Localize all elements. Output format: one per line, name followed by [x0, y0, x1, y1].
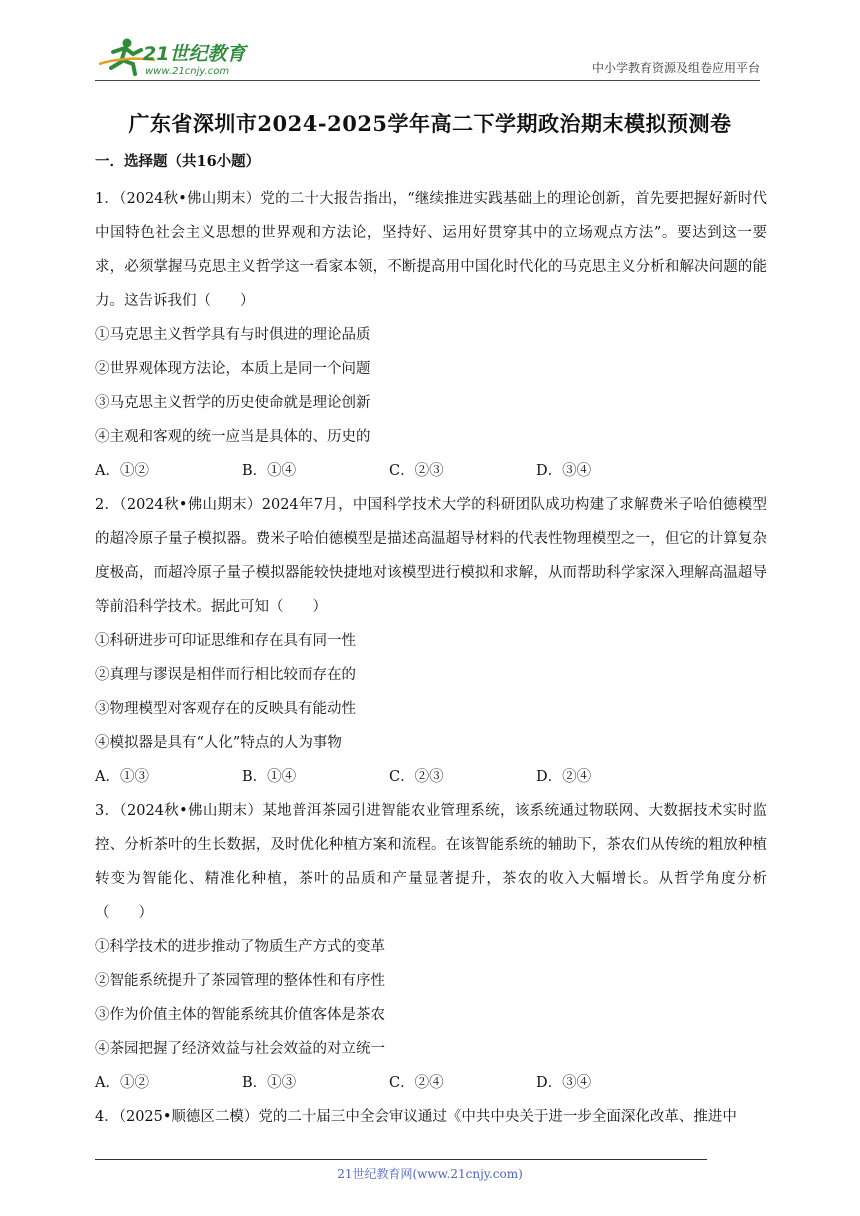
- section-heading: 一．选择题（共16小题）: [95, 153, 261, 170]
- statement-3: ③马克思主义哲学的历史使命就是理论创新: [95, 395, 371, 411]
- statement-2: ②世界观体现方法论，本质上是同一个问题: [95, 361, 371, 377]
- answer-choices: [95, 1066, 767, 1100]
- statement-3: ③物理模型对客观存在的反映具有能动性: [95, 701, 356, 717]
- choice-b: B．①④: [242, 769, 297, 785]
- statement-4: ④模拟器是具有“人化”特点的人为事物: [95, 735, 342, 751]
- choice-b: B．①③: [242, 1075, 297, 1091]
- choice-d: D．③④: [536, 1075, 592, 1091]
- svg-text:21世纪教育: 21世纪教育: [143, 43, 246, 65]
- statement-1: ①科研进步可印证思维和存在具有同一性: [95, 633, 356, 649]
- statement-3: ③作为价值主体的智能系统其价值客体是茶农: [95, 1007, 385, 1023]
- choice-a: A．①②: [95, 463, 149, 479]
- statement-4: ④主观和客观的统一应当是具体的、历史的: [95, 429, 371, 445]
- 21cnjy-logo: [95, 34, 265, 78]
- choice-d: D．②④: [536, 769, 592, 785]
- choice-b: B．①④: [242, 463, 297, 479]
- choice-a: A．①②: [95, 1075, 149, 1091]
- header-divider: [95, 80, 760, 81]
- statement-2: ②真理与谬误是相伴而行相比较而存在的: [95, 667, 356, 683]
- choice-c: C．②④: [389, 1075, 444, 1091]
- answer-choices: [95, 454, 767, 488]
- question-list: [95, 182, 767, 1134]
- statement-4: ④茶园把握了经济效益与社会效益的对立统一: [95, 1041, 385, 1057]
- question-stem: 1．（2024秋•佛山期末）党的二十大报告指出，“继续推进实践基础上的理论创新，首先要把握好新时代中国特色社会主义思想的世界观和方法论，坚持好、运用好贯穿其中的立场观点方法”。要达到这一要求，必须掌握马克思主义哲学这一看家本领，不断提高用中国化时代化的马克思主义分析和解决问题的能力。这告诉我们（ ）: [95, 191, 767, 309]
- choice-a: A．①③: [95, 769, 149, 785]
- question-3: [95, 794, 767, 1100]
- choice-d: D．③④: [536, 463, 592, 479]
- statement-1: ①马克思主义哲学具有与时俱进的理论品质: [95, 327, 371, 343]
- page-title: 广东省深圳市2024-2025学年高二下学期政治期末模拟预测卷: [128, 111, 732, 136]
- question-stem: 4．（2025•顺德区二模）党的二十届三中全会审议通过《中共中央关于进一步全面深化改革、推进中: [95, 1109, 737, 1125]
- header-platform-text: 中小学教育资源及组卷应用平台: [591, 61, 760, 75]
- choice-c: C．②③: [389, 769, 444, 785]
- question-stem: 3．（2024秋•佛山期末）某地普洱茶园引进智能农业管理系统，该系统通过物联网、大数据技术实时监控、分析茶叶的生长数据，及时优化种植方案和流程。在该智能系统的辅助下，茶农们从传统的粗放种植转变为智能化、精准化种植，茶叶的品质和产量显著提升，茶农的收入大幅增长。从哲学角度分析（ ）: [95, 803, 767, 921]
- question-1: [95, 182, 767, 488]
- question-4: [95, 1100, 767, 1134]
- statement-2: ②智能系统提升了茶园管理的整体性和有序性: [95, 973, 385, 989]
- statement-1: ①科学技术的进步推动了物质生产方式的变革: [95, 939, 385, 955]
- question-2: [95, 488, 767, 794]
- choice-c: C．②③: [389, 463, 444, 479]
- question-stem: 2．（2024秋•佛山期末）2024年7月，中国科学技术大学的科研团队成功构建了求解费米子哈伯德模型的超冷原子量子模拟器。费米子哈伯德模型是描述高温超导材料的代表性物理模型之一，但它的计算复杂度极高，而超冷原子量子模拟器能较快捷地对该模型进行模拟和求解，从而帮助科学家深入理解高温超导等前沿科学技术。据此可知（ ）: [95, 497, 767, 615]
- svg-text:www.21cnjy.com: www.21cnjy.com: [145, 66, 230, 77]
- footer-link[interactable]: 21世纪教育网(www.21cnjy.com): [337, 1167, 523, 1181]
- page-header: [95, 34, 760, 80]
- footer-divider: [95, 1159, 707, 1160]
- answer-choices: [95, 760, 767, 794]
